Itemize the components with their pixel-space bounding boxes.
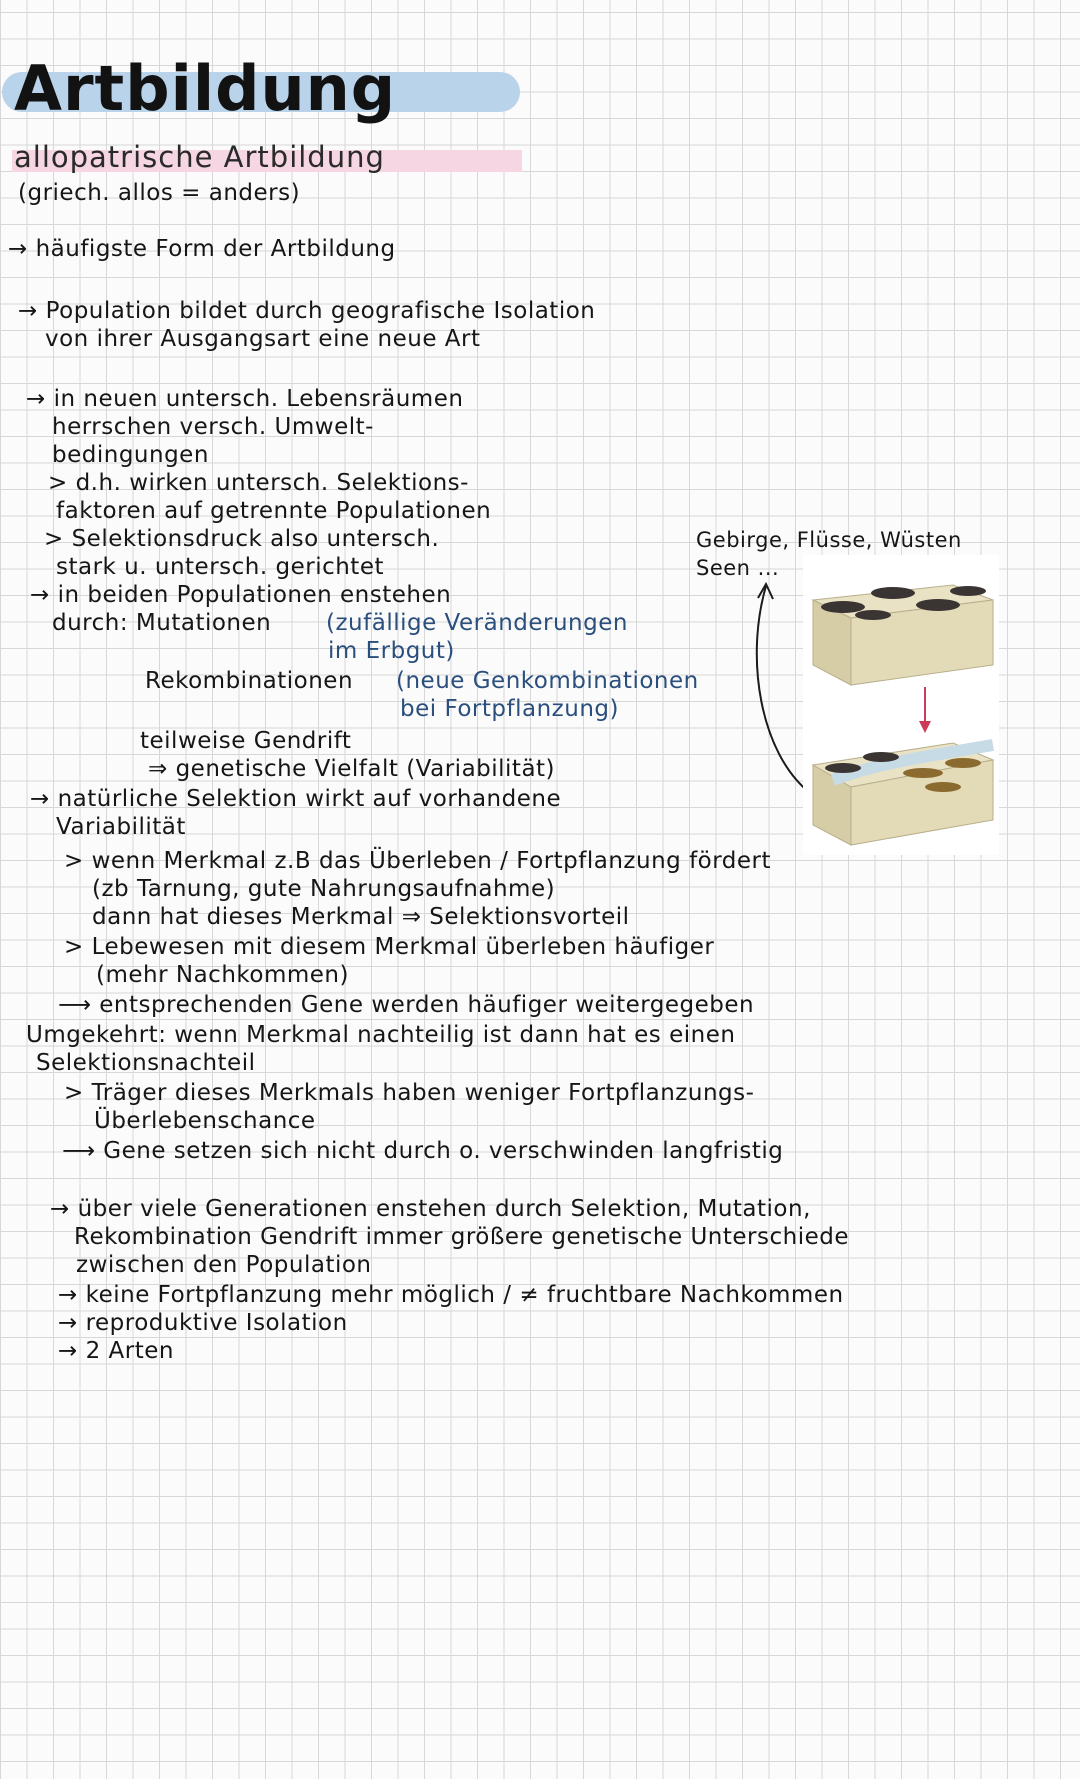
note-line: → 2 Arten [58, 1338, 174, 1364]
note-line: zwischen den Population [76, 1252, 372, 1278]
note-line: ⇒ genetische Vielfalt (Variabilität) [148, 756, 556, 782]
note-line: Rekombinationen [145, 668, 354, 694]
note-line: (zb Tarnung, gute Nahrungsaufnahme) [92, 876, 556, 902]
annotation-mutationen-2: im Erbgut) [328, 638, 455, 664]
note-line: bedingungen [52, 442, 209, 468]
note-line: Selektionsnachteil [36, 1050, 256, 1076]
note-line: ⟶ entsprechenden Gene werden häufiger weitergegeben [58, 992, 755, 1018]
note-line: teilweise Gendrift [140, 728, 352, 754]
note-line: → Population bildet durch geografische Isolation [18, 298, 596, 324]
note-line: > Selektionsdruck also untersch. [44, 526, 440, 552]
note-line: → in beiden Populationen enstehen [30, 582, 452, 608]
section-subtitle: allopatrische Artbildung [14, 140, 385, 174]
annotation-mutationen: (zufällige Veränderungen [326, 610, 628, 636]
note-line: (mehr Nachkommen) [96, 962, 349, 988]
note-line: ⟶ Gene setzen sich nicht durch o. verschwinden langfristig [62, 1138, 784, 1164]
note-line: durch: Mutationen [52, 610, 272, 636]
note-line: herrschen versch. Umwelt- [52, 414, 374, 440]
note-line: → reproduktive Isolation [58, 1310, 348, 1336]
speciation-figure [803, 555, 999, 855]
note-line: → in neuen untersch. Lebensräumen [26, 386, 464, 412]
note-line: Überlebenschance [94, 1108, 316, 1134]
note-line: stark u. untersch. gerichtet [56, 554, 384, 580]
note-line: → keine Fortpflanzung mehr möglich / ≠ fruchtbare Nachkommen [58, 1282, 844, 1308]
note-line: > Lebewesen mit diesem Merkmal überleben häufiger [64, 934, 715, 960]
page-title: Artbildung [14, 52, 397, 125]
etymology-note: (griech. allos = anders) [18, 180, 301, 206]
annotation-rekombinationen-2: bei Fortpflanzung) [400, 696, 619, 722]
note-line: Umgekehrt: wenn Merkmal nachteilig ist dann hat es einen [26, 1022, 736, 1048]
note-line: dann hat dieses Merkmal ⇒ Selektionsvorteil [92, 904, 630, 930]
note-line: > d.h. wirken untersch. Selektions- [48, 470, 469, 496]
note-line: faktoren auf getrennte Populationen [56, 498, 492, 524]
note-line: > Träger dieses Merkmals haben weniger Fortpflanzungs- [64, 1080, 755, 1106]
note-line: → natürliche Selektion wirkt auf vorhandene [30, 786, 562, 812]
note-line: → häufigste Form der Artbildung [8, 236, 396, 262]
note-line: > wenn Merkmal z.B das Überleben / Fortpflanzung fördert [64, 848, 772, 874]
note-line: Variabilität [56, 814, 186, 840]
figure-caption-line1: Gebirge, Flüsse, Wüsten [696, 528, 962, 552]
annotation-rekombinationen: (neue Genkombinationen [396, 668, 699, 694]
note-line: → über viele Generationen enstehen durch Selektion, Mutation, [50, 1196, 811, 1222]
note-line: von ihrer Ausgangsart eine neue Art [45, 326, 481, 352]
figure-caption-line2: Seen ... [696, 556, 780, 580]
note-line: Rekombination Gendrift immer größere genetische Unterschiede [74, 1224, 849, 1250]
